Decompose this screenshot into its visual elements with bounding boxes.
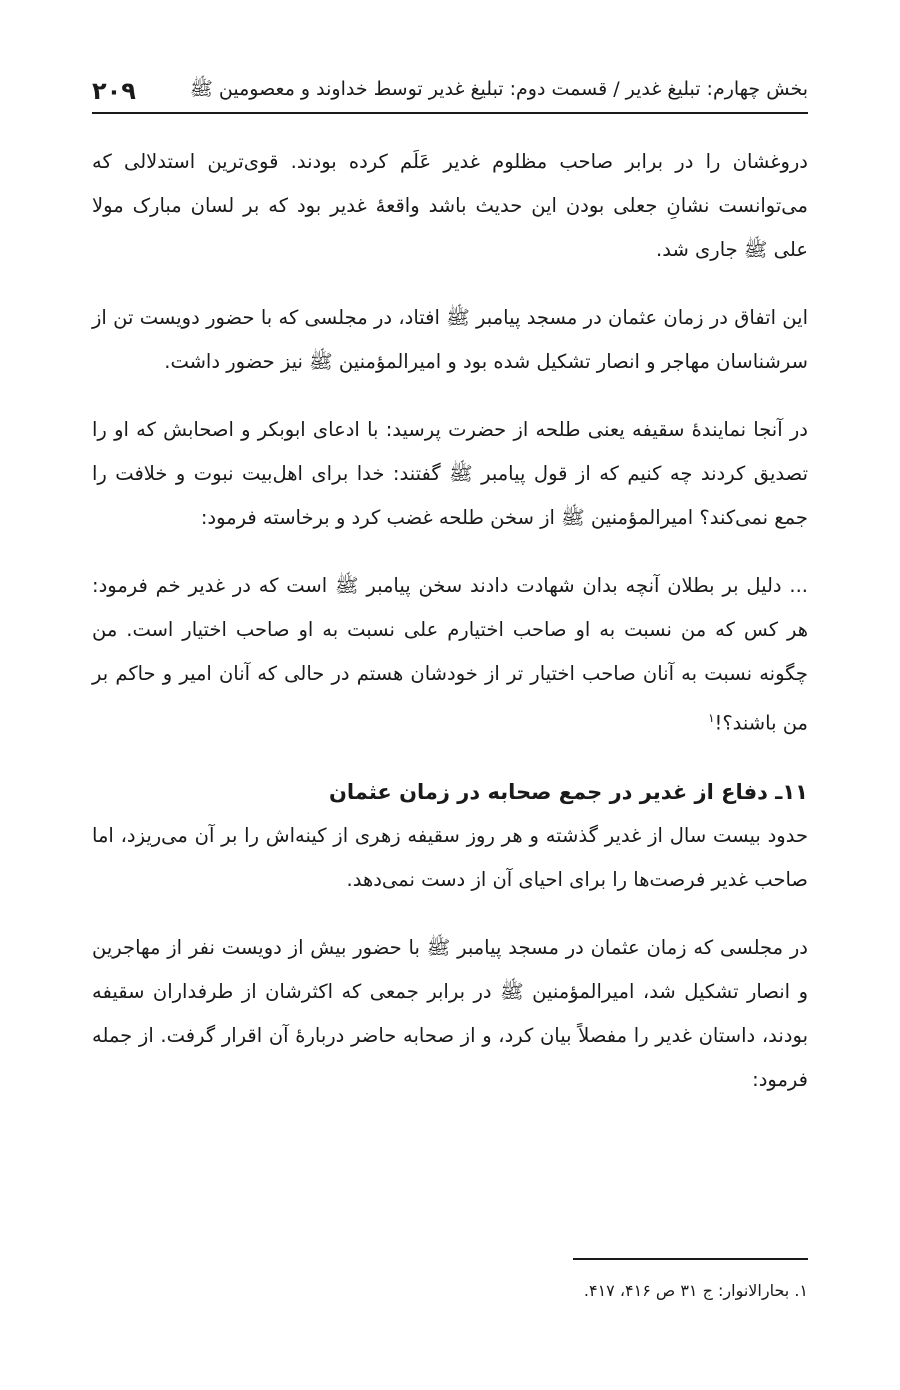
paragraph: در مجلسی که زمان عثمان در مسجد پیامبر ﷺ با حضور بیش از دویست نفر از مهاجرین و انصار تشکیل شد، امیرالمؤمنین ﷺ در برابر جمعی که اکثرشان از طرفداران سقیفه بودند، داستان غدیر را مفصلاً بیان کرد، و از صحابه حاضر دربارهٔ آن اقرار گرفت. از جمله فرمود: [92,935,808,1091]
paragraph: حدود بیست سال از غدیر گذشته و هر روز سقیفه زهری از کینه‌اش را بر آن می‌ریزد، اما صاحب غدیر فرصت‌ها را برای احیای آن از دست نمی‌دهد. [92,823,808,891]
footnote-ref[interactable]: ۱ [708,711,715,725]
quote-text: ... دلیل بر بطلان آنچه بدان شهادت دادند سخن پیامبر ﷺ است که در غدیر خم فرمود: هر کس که من نسبت به او صاحب اختیارم علی نسبت به او صاحب اختیار است. من چگونه نسبت به آنان صاحب اختیار تر از خودشان هستم در حالی که آنان امیر و حاکم بر من باشند؟! [92,574,808,735]
book-page [92,0,808,1390]
paragraph: در آنجا نمایندهٔ سقیفه یعنی طلحه از حضرت پرسید: با ادعای ابوبکر و اصحابش که او را تصدیق کردند چه کنیم که از قول پیامبر ﷺ گفتند: خدا برای اهل‌بیت نبوت و خلافت را جمع نمی‌کند؟ امیرالمؤمنین ﷺ از سخن طلحه غضب کرد و برخاسته فرمود: [92,418,808,529]
page-body [92,140,808,1126]
section-heading: ۱۱ـ دفاع از غدیر در جمع صحابه در زمان عثمان [328,779,808,804]
running-header [92,70,808,114]
paragraph: دروغشان را در برابر صاحب مظلوم غدیر عَلَم کرده بودند. قوی‌ترین استدلالی که می‌توانست نشانِ جعلی بودن این حدیث باشد واقعهٔ غدیر بود که بر لسان مبارک مولا علی ﷺ جاری شد. [92,150,808,261]
page-number: ۲۰۹ [92,77,136,105]
footnote-divider [573,1258,808,1260]
footnote: ۱. بحارالانوار: ج ۳۱ ص ۴۱۶، ۴۱۷. [583,1281,808,1300]
quote-paragraph [92,564,808,746]
header-title: بخش چهارم: تبلیغ غدیر / قسمت دوم: تبلیغ غدیر توسط خداوند و معصومین ﷺ [189,78,808,100]
paragraph: این اتفاق در زمان عثمان در مسجد پیامبر ﷺ افتاد، در مجلسی که با حضور دویست تن از سرشناسان مهاجر و انصار تشکیل شده بود و امیرالمؤمنین ﷺ نیز حضور داشت. [92,306,808,373]
